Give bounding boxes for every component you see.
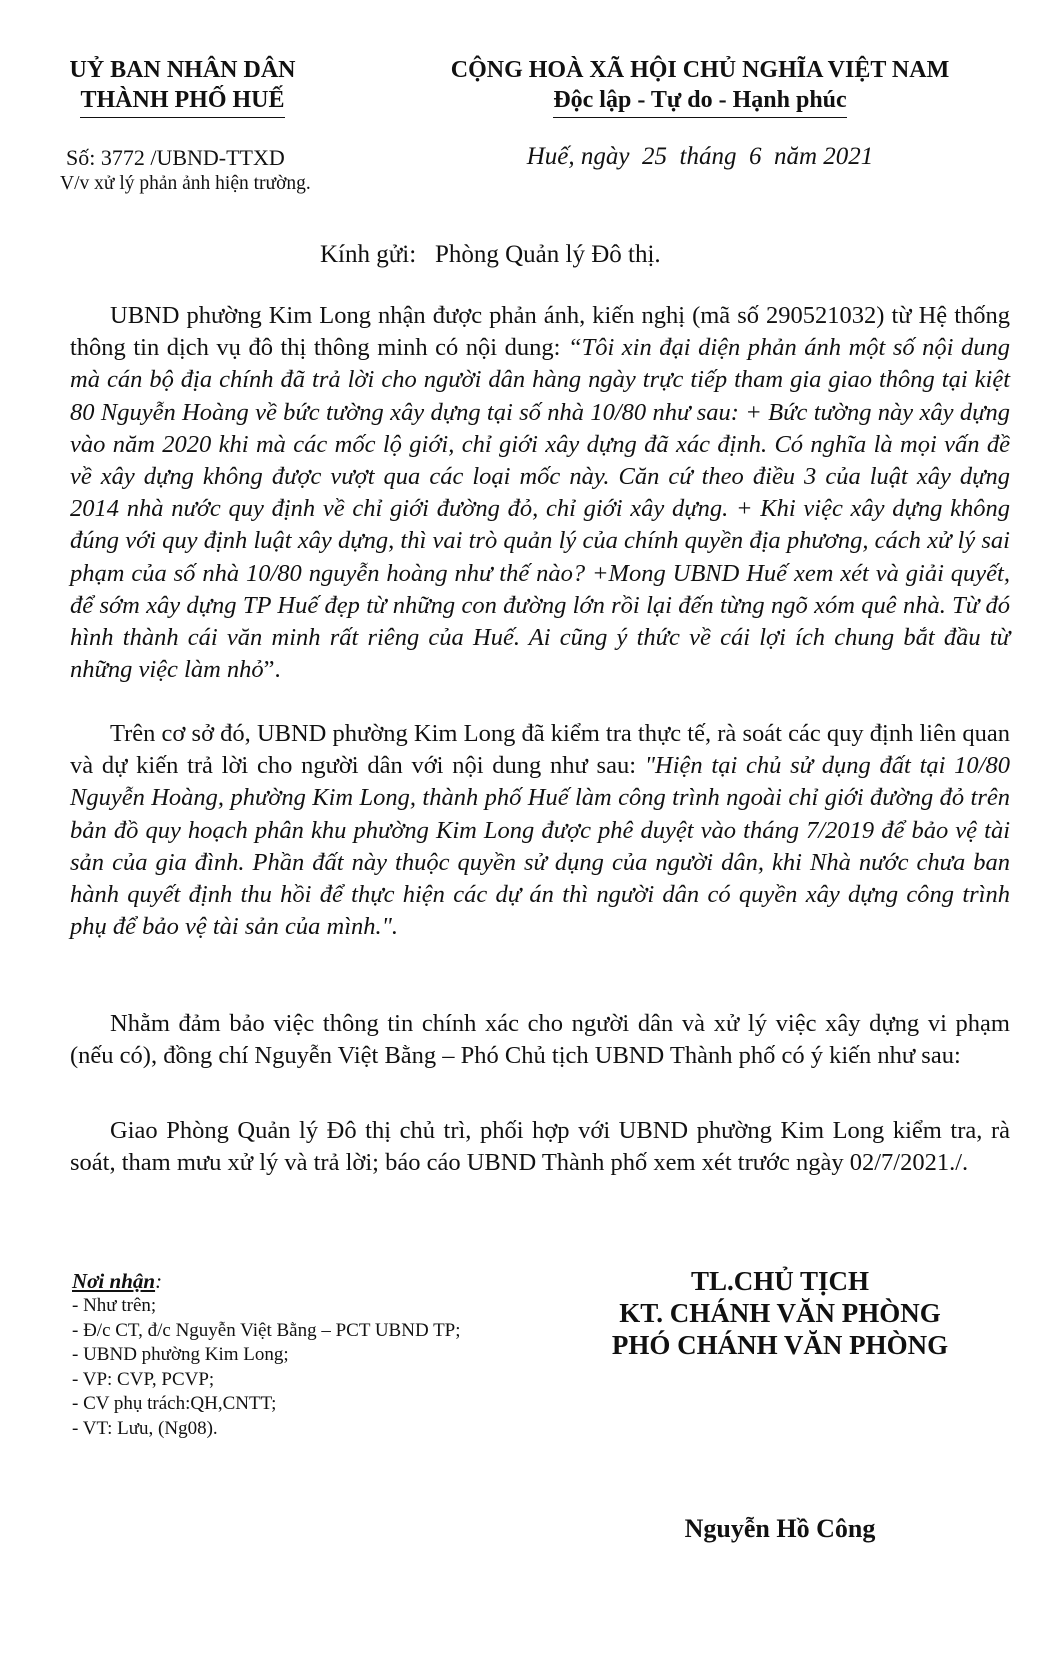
signature-title-3: PHÓ CHÁNH VĂN PHÒNG bbox=[611, 1330, 949, 1360]
signature-title-2: KT. CHÁNH VĂN PHÒNG bbox=[619, 1298, 941, 1328]
paragraph-1 bbox=[70, 300, 1010, 686]
motto: Độc lập - Tự do - Hạnh phúc bbox=[553, 85, 846, 118]
issue-date: Huế, ngày 25 tháng 6 năm 2021 bbox=[526, 143, 874, 170]
recipients-list bbox=[72, 1268, 592, 1441]
paragraph-4: Giao Phòng Quản lý Đô thị chủ trì, phối hợp với UBND phường Kim Long kiểm tra, rà soát, tham mưu xử lý và trả lời; báo cáo UBND Thành phố xem xét trước ngày 02/7/2021./. bbox=[70, 1117, 1010, 1177]
org-line-1: UỶ BAN NHÂN DÂN bbox=[69, 57, 296, 83]
document-number: Số: 3772 /UBND-TTXD bbox=[66, 145, 285, 170]
signer-name: Nguyễn Hồ Công bbox=[684, 1514, 876, 1543]
motto-wrap bbox=[400, 85, 1000, 118]
recipients-colon: : bbox=[155, 1269, 163, 1293]
addressee bbox=[320, 240, 661, 270]
recipient-item: - CV phụ trách:QH,CNTT; bbox=[72, 1393, 277, 1414]
recipient-item: - Như trên; bbox=[72, 1295, 157, 1316]
issuing-authority bbox=[50, 55, 315, 118]
paragraph-1-intro: UBND phường Kim Long nhận được phản ánh, kiến nghị (mã số 290521032) từ Hệ thống thông tin dịch vụ đô thị thông minh có nội dung: bbox=[70, 302, 1010, 362]
recipients-heading bbox=[72, 1268, 592, 1294]
nation-name: CỘNG HOÀ XÃ HỘI CHỦ NGHĨA VIỆT NAM bbox=[450, 57, 950, 83]
org-line-2: THÀNH PHỐ HUẾ bbox=[80, 85, 284, 118]
addressee-recipient: Phòng Quản lý Đô thị. bbox=[434, 241, 661, 268]
paragraph-2-intro: Trên cơ sở đó, UBND phường Kim Long đã kiểm tra thực tế, rà soát các quy định liên quan và dự kiến trả lời cho người dân với nội dung như sau: bbox=[70, 720, 1010, 780]
signature-title-1: TL.CHỦ TỊCH bbox=[690, 1266, 870, 1296]
paragraph-1-quote: “Tôi xin đại diện phản ánh một số nội dung mà cán bộ địa chính đã trả lời cho người dân hàng ngày trực tiếp tham gia giao thông tại kiệt 80 Nguyễn Hoàng về bức tường xây dựng tại số nhà 10/80 như sau: + Bức tường này xây dựng vào năm 2020 khi mà các mốc lộ giới, chỉ giới xây dựng đã xác định. Có nghĩa là mọi vấn đề về xây dựng không được vượt qua các loại mốc này. Căn cứ theo điều 3 của luật xây dựng 2014 nhà nước quy định về chỉ giới đường đỏ, chỉ giới xây dựng. + Khi việc xây dựng không đúng với quy định luật xây dựng, thì vai trò quản lý của chính quyền địa phương, cách xử lý sai phạm của số nhà 10/80 nguyễn hoàng như thế nào? +Mong UBND Huế xem xét và giải quyết, để sớm xây dựng TP Huế đẹp từ những con đường lớn rồi lại đến từng ngõ xóm quê nhà. Từ đó hình thành cái văn minh rất riêng của Huế. Ai cũng ý thức về cái lợi ích chung bắt đầu từ những việc làm nhỏ bbox=[70, 334, 1011, 684]
document-subject: V/v xử lý phản ảnh hiện trường. bbox=[60, 173, 311, 194]
paragraph-1-end: ”. bbox=[263, 656, 281, 684]
recipient-item: - VP: CVP, PCVP; bbox=[72, 1368, 215, 1390]
paragraph-3: Nhằm đảm bảo việc thông tin chính xác cho người dân và xử lý việc xây dựng vi phạm (nếu có), đồng chí Nguyễn Việt Bằng – Phó Chủ tịch UBND Thành phố có ý kiến như sau: bbox=[70, 1010, 1010, 1070]
document-number-block bbox=[60, 145, 360, 197]
signature-block bbox=[580, 1265, 980, 1361]
recipients-label: Nơi nhận bbox=[72, 1269, 156, 1293]
recipient-item: - VT: Lưu, (Ng08). bbox=[72, 1417, 218, 1439]
paragraph-2-quote: "Hiện tại chủ sử dụng đất tại 10/80 Nguyễn Hoàng, phường Kim Long, thành phố Huế làm công trình ngoài chỉ giới đường đỏ trên bản đồ quy hoạch phân khu phường Kim Long được phê duyệt vào tháng 7/2019 để bảo vệ tài sản của gia đình. Phần đất này thuộc quyền sử dụng của người dân, khi Nhà nước chưa ban hành quyết định thu hồi để thực hiện các dự án thì người dân có quyền xây dựng công trình phụ để bảo vệ tài sản của mình.". bbox=[70, 752, 1010, 941]
recipient-item: - UBND phường Kim Long; bbox=[72, 1344, 289, 1365]
national-title bbox=[400, 55, 1000, 118]
addressee-label: Kính gửi: bbox=[320, 241, 417, 268]
paragraph-2 bbox=[70, 718, 1010, 943]
recipient-item: - Đ/c CT, đ/c Nguyễn Việt Bằng – PCT UBND TP; bbox=[72, 1319, 461, 1341]
org-line-2-wrap bbox=[50, 85, 315, 118]
